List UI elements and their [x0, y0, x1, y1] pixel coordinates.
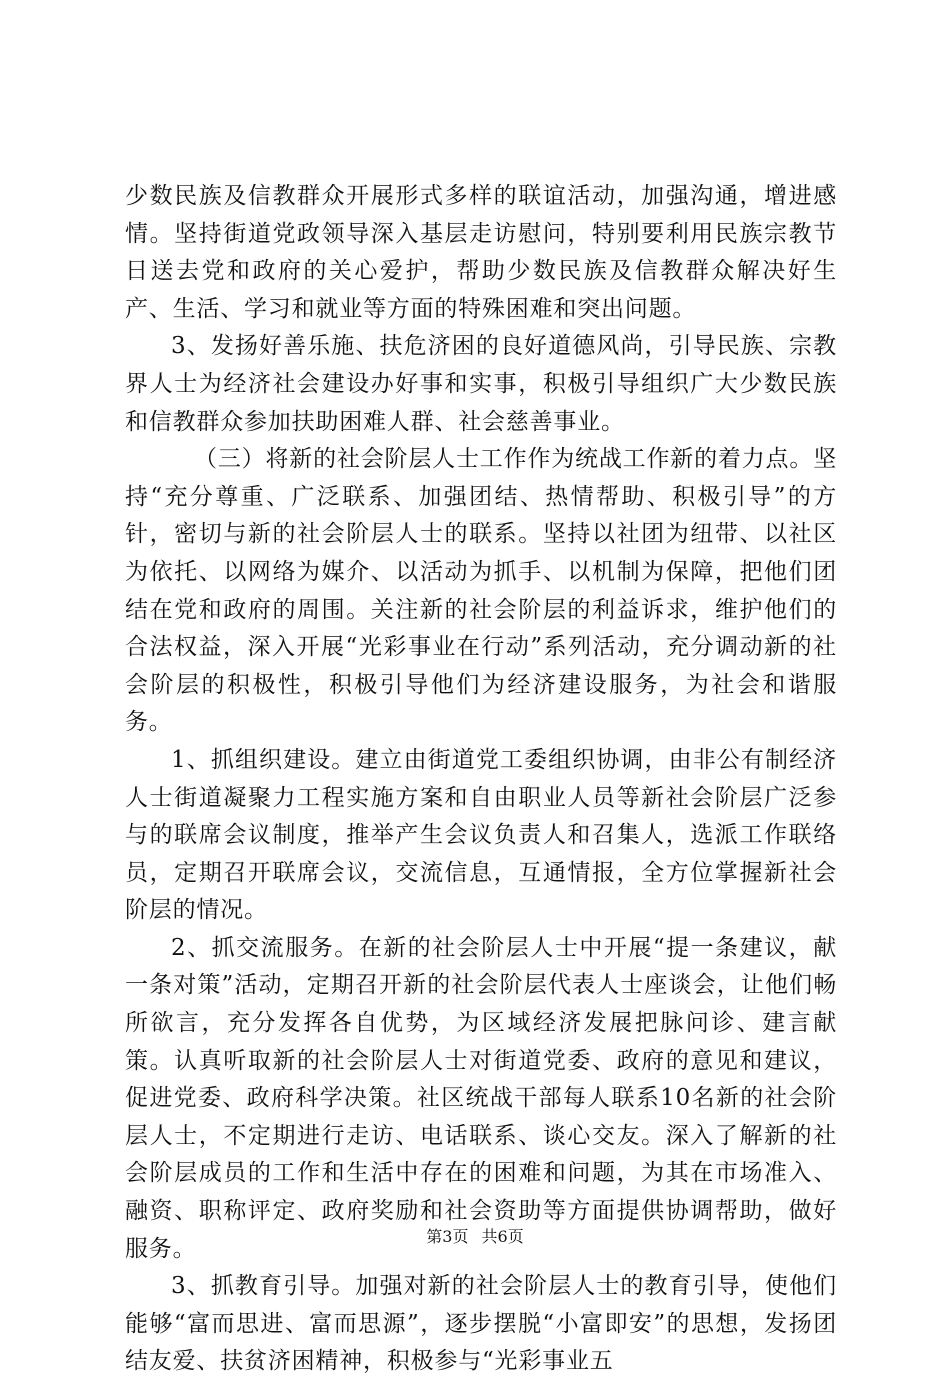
paragraph-section-3: （三）将新的社会阶层人士工作作为统战工作新的着力点。坚持“充分尊重、广泛联系、加强团结、热情帮助、积极引导”的方针，密切与新的社会阶层人士的联系。坚持以社团为纽带、以社区为依托、以网络为媒介、以活动为抓手、以机制为保障，把他们团结在党和政府的周围。关注新的社会阶层的利益诉求，维护他们的合法权益，深入开展“光彩事业在行动”系列活动，充分调动新的社会阶层的积极性，积极引导他们为经济建设服务，为社会和谐服务。 [125, 446, 837, 736]
page-total: 共6页 [481, 1227, 524, 1246]
page-footer [0, 1227, 950, 1247]
paragraph-item-3-education: 3、抓教育引导。加强对新的社会阶层人士的教育引导，使他们能够“富而思进、富而思源”，逐步摆脱“小富即安”的思想，发扬团结友爱、扶贫济困精神，积极参与“光彩事业五 [125, 1273, 837, 1375]
page-number: 第3页 [426, 1227, 469, 1246]
paragraph-item-1-organization: 1、抓组织建设。建立由街道党工委组织协调，由非公有制经济人士街道凝聚力工程实施方案和自由职业人员等新社会阶层广泛参与的联席会议制度，推举产生会议负责人和召集人，选派工作联络员，定期召开联席会议，交流信息，互通情报，全方位掌握新社会阶层的情况。 [125, 746, 837, 924]
document-body [125, 178, 837, 1381]
paragraph-item-3-charity: 3、发扬好善乐施、扶危济困的良好道德风尚，引导民族、宗教界人士为经济社会建设办好事和实事，积极引导组织广大少数民族和信教群众参加扶助困难人群、社会慈善事业。 [125, 333, 837, 435]
paragraph-item-2-exchange: 2、抓交流服务。在新的社会阶层人士中开展“提一条建议，献一条对策”活动，定期召开新的社会阶层代表人士座谈会，让他们畅所欲言，充分发挥各自优势，为区域经济发展把脉问诊、建言献策。认真听取新的社会阶层人士对街道党委、政府的意见和建议，促进党委、政府科学决策。社区统战干部每人联系10名新的社会阶层人士，不定期进行走访、电话联系、谈心交友。深入了解新的社会阶层成员的工作和生活中存在的困难和问题，为其在市场准入、融资、职称评定、政府奖励和社会资助等方面提供协调帮助，做好服务。 [125, 934, 837, 1262]
paragraph-continuation: 少数民族及信教群众开展形式多样的联谊活动，加强沟通，增进感情。坚持街道党政领导深入基层走访慰问，特别要利用民族宗教节日送去党和政府的关心爱护，帮助少数民族及信教群众解决好生产、生活、学习和就业等方面的特殊困难和突出问题。 [125, 183, 837, 322]
